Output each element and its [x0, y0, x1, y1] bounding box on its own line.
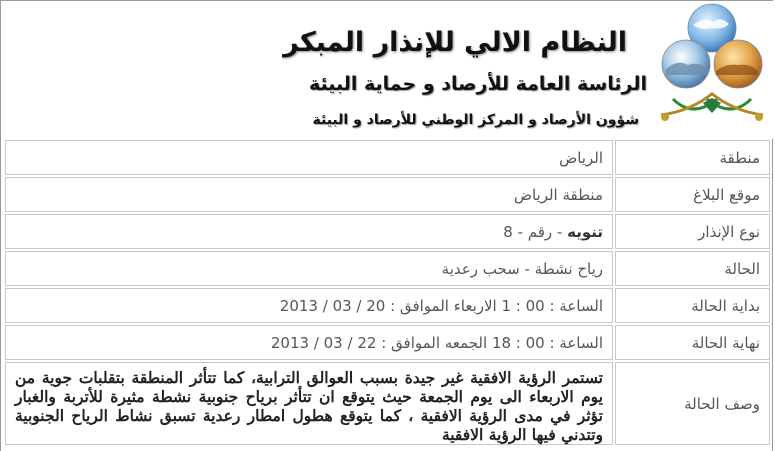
- warning-type-value: [5, 214, 613, 249]
- warning-type-label: نوع الإنذار: [615, 214, 770, 249]
- table-row: [5, 362, 770, 445]
- start-time-value: الساعة : 00 : 1 الاربعاء الموافق : 20 / 03 / 2013: [5, 288, 613, 323]
- status-label: الحالة: [615, 251, 770, 286]
- status-value: رياح نشطة - سحب رعدية: [5, 251, 613, 286]
- description-text: تستمر الرؤية الافقية غير جيدة بسبب العوالق الترابية، كما تتأثر المنطقة بتقلبات جوية من يوم الاربعاء الى يوم الجمعة حيث يتوقع ان تتأثر برياح جنوبية نشطة مثيرة للأتربة والغبار تؤثر في مدى الرؤية الافقية ، كما يتوقع هطول امطار رعدية تسبق نشاط الرياح الجنوبية وتتدني فيها الرؤية الافقية: [15, 368, 603, 444]
- table-row: [5, 214, 770, 249]
- start-time-label: بداية الحالة: [615, 288, 770, 323]
- page-title: النظام الالي للإنذار المبكر: [283, 27, 627, 58]
- warning-type-number: - رقم - 8: [503, 222, 568, 241]
- table-row: [5, 325, 770, 360]
- page-subtitle: الرئاسة العامة للأرصاد و حماية البيئة: [308, 73, 647, 95]
- warning-type-bold: تنويه: [567, 222, 603, 241]
- end-time-label: نهاية الحالة: [615, 325, 770, 360]
- warning-info-table: [3, 138, 772, 447]
- description-cell: [5, 362, 613, 445]
- table-row: [5, 288, 770, 323]
- table-row: [5, 177, 770, 212]
- report-location-value: منطقة الرياض: [5, 177, 613, 212]
- report-location-label: موقع البلاغ: [615, 177, 770, 212]
- header-banner: [2, 1, 773, 139]
- table-row: [5, 251, 770, 286]
- table-row: [5, 140, 770, 175]
- region-label: منطقة: [615, 140, 770, 175]
- region-value: الرياض: [5, 140, 613, 175]
- meteorology-logo-icon: [653, 3, 771, 135]
- end-time-value: الساعة : 00 : 18 الجمعه الموافق : 22 / 03 / 2013: [5, 325, 613, 360]
- description-label: وصف الحالة: [615, 362, 770, 445]
- page-subtitle-secondary: شؤون الأرصاد و المركز الوطني للأرصاد و البيئة: [312, 112, 639, 128]
